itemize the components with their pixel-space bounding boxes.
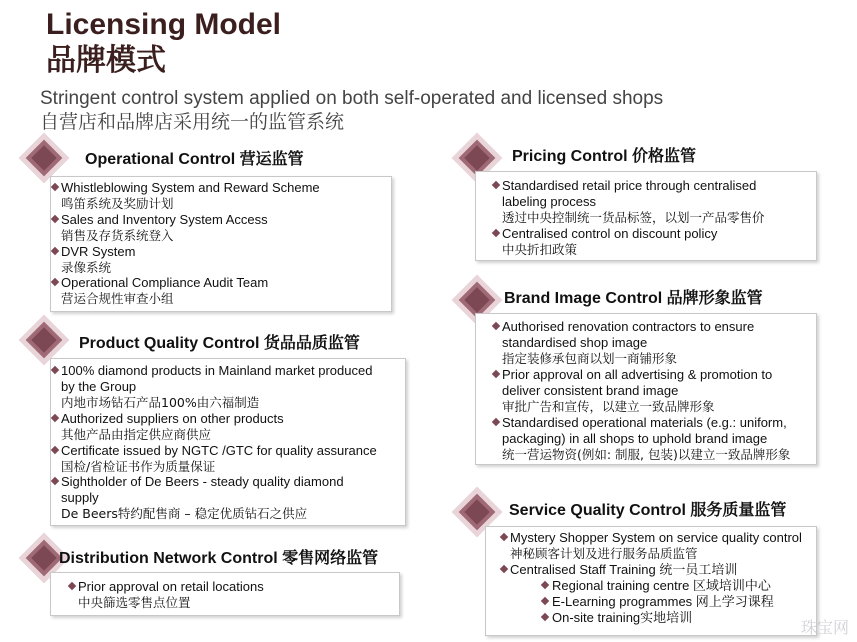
- list-item: Standardised retail price through centralised labeling process 透过中央控制统一货品标签，以划一产品零售价: [502, 178, 765, 226]
- bullet-icon: [51, 215, 59, 223]
- bullet-icon: [51, 183, 59, 191]
- subtitle-cn: 自营店和品牌店采用统一的监管系统: [40, 111, 345, 133]
- product-quality-title: Product Quality Control 货品品质监管: [79, 335, 360, 352]
- list-item: Authorized suppliers on other products 其他产品由指定供应商供应: [61, 411, 284, 443]
- sub-list-item: On-site training实地培训: [552, 610, 692, 626]
- brand-image-box: [475, 313, 817, 465]
- page-title-cn: 品牌模式: [46, 43, 166, 78]
- watermark: 珠宝网: [800, 618, 849, 637]
- page-title-en: Licensing Model: [46, 8, 282, 41]
- bullet-icon: [51, 446, 59, 454]
- distribution-section: [22, 536, 402, 620]
- operational-control-section: [22, 136, 394, 316]
- bullet-icon: [51, 247, 59, 255]
- list-item: 100% diamond products in Mainland market produced by the Group 内地市场钻石产品100%由六福制造: [61, 363, 372, 411]
- service-quality-section: [455, 490, 819, 638]
- bullet-icon: [51, 414, 59, 422]
- bullet-icon: [51, 477, 59, 485]
- list-item: Sightholder of De Beers - steady quality diamond supply De Beers特约配售商 – 稳定优质钻石之供应: [61, 474, 344, 522]
- product-quality-box: [50, 358, 406, 526]
- list-item: Authorised renovation contractors to ensure standardised shop image 指定装修承包商以划一商铺形象: [502, 319, 754, 367]
- pricing-box: [475, 171, 817, 261]
- pricing-section: [455, 136, 819, 264]
- service-quality-box: [485, 526, 817, 636]
- sub-list-item: E-Learning programmes 网上学习课程: [552, 594, 774, 610]
- bullet-icon: [51, 278, 59, 286]
- bullet-icon: [68, 582, 76, 590]
- bullet-icon: [500, 533, 508, 541]
- list-item: Certificate issued by NGTC /GTC for quality assurance 国检/省检证书作为质量保证: [61, 443, 377, 475]
- list-item: Centralised Staff Training 统一员工培训: [510, 562, 737, 578]
- list-item: Whistleblowing System and Reward Scheme 鸣笛系统及奖励计划: [61, 180, 320, 212]
- brand-image-title: Brand Image Control 品牌形象监管: [504, 290, 763, 307]
- distribution-box: [50, 572, 400, 616]
- diamond-icon: [22, 318, 66, 362]
- bullet-icon: [541, 581, 549, 589]
- bullet-icon: [492, 370, 500, 378]
- subtitle-en: Stringent control system applied on both self-operated and licensed shops: [40, 88, 664, 109]
- operational-control-title: Operational Control 营运监管: [85, 151, 304, 168]
- bullet-icon: [541, 613, 549, 621]
- list-item: Mystery Shopper System on service quality control 神秘顾客计划及进行服务品质监管: [510, 530, 802, 562]
- service-quality-title: Service Quality Control 服务质量监管: [509, 502, 787, 519]
- bullet-icon: [541, 597, 549, 605]
- distribution-title: Distribution Network Control 零售网络监管: [59, 550, 379, 567]
- list-item: Standardised operational materials (e.g.: uniform, packaging) in all shops to uphold brand image 统一营运物资(例如: 制服, 包装)以建立一致品牌形象: [502, 415, 790, 463]
- list-item: Operational Compliance Audit Team 营运合规性审查小组: [61, 275, 268, 307]
- bullet-icon: [51, 366, 59, 374]
- bullet-icon: [492, 322, 500, 330]
- brand-image-section: [455, 278, 819, 468]
- pricing-title: Pricing Control 价格监管: [512, 148, 697, 165]
- bullet-icon: [492, 181, 500, 189]
- bullet-icon: [500, 565, 508, 573]
- list-item: DVR System 录像系统: [61, 244, 135, 276]
- sub-list-item: Regional training centre 区域培训中心: [552, 578, 771, 594]
- bullet-icon: [492, 229, 500, 237]
- list-item: Prior approval on all advertising & promotion to deliver consistent brand image 审批广告和宣传，以建立一致品牌形象: [502, 367, 772, 415]
- list-item: Prior approval on retail locations 中央篩选零售点位置: [78, 579, 264, 611]
- operational-control-box: [50, 176, 392, 312]
- diamond-icon: [22, 136, 66, 180]
- list-item: Sales and Inventory System Access 销售及存货系统登入: [61, 212, 268, 244]
- bullet-icon: [492, 418, 500, 426]
- product-quality-section: [22, 318, 408, 528]
- list-item: Centralised control on discount policy 中央折扣政策: [502, 226, 717, 258]
